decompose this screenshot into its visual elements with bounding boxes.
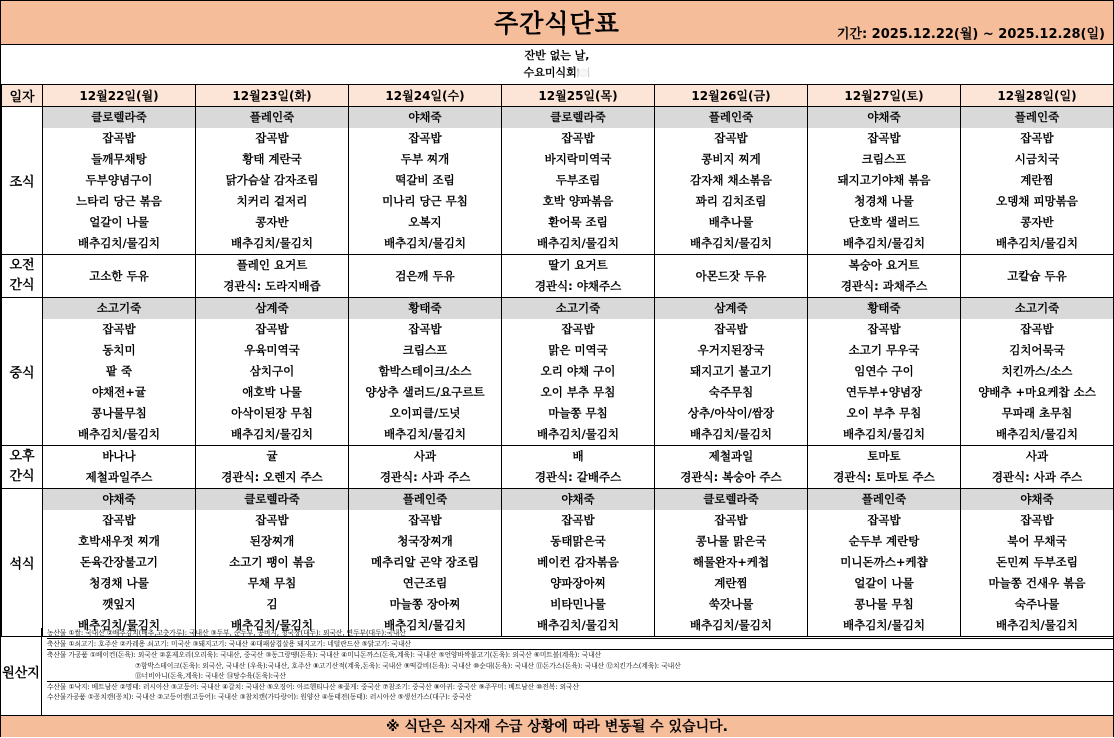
menu-item: 배추김치/물김치 — [78, 236, 160, 250]
menu-item: 우육미역국 — [244, 343, 300, 357]
menu-item: 단호박 샐러드 — [848, 215, 920, 229]
lunch-cell — [808, 298, 961, 446]
porridge-type: 플레인죽 — [808, 489, 960, 510]
menu-item: 배추김치/물김치 — [843, 618, 925, 632]
dinner-row — [2, 489, 1114, 637]
pm-snack-cell — [43, 446, 196, 489]
lunch-cell — [961, 298, 1114, 446]
porridge-type: 소고기죽 — [502, 298, 654, 319]
menu-item: 마늘쫑 장아찌 — [389, 597, 461, 611]
menu-item: 크림스프 — [861, 152, 907, 166]
menu-item: 무채 무침 — [247, 576, 297, 590]
am-snack-cell — [808, 255, 961, 298]
menu-item: 무파래 초무침 — [1001, 406, 1073, 420]
menu-item: 김치어묵국 — [1009, 343, 1065, 357]
menu-item: 귤 — [266, 449, 278, 463]
breakfast-cell — [502, 107, 655, 255]
porridge-type: 플레인죽 — [655, 107, 807, 128]
menu-item: 두부조림 — [555, 173, 601, 187]
menu-item: 계란찜 — [1020, 173, 1054, 187]
menu-item: 사과 — [413, 449, 437, 463]
lunch-cell — [349, 298, 502, 446]
menu-item: 배추김치/물김치 — [996, 236, 1078, 250]
porridge-type: 플레인죽 — [349, 489, 501, 510]
menu-item: 소고기 무우국 — [848, 343, 920, 357]
breakfast-cell — [349, 107, 502, 255]
breakfast-row — [2, 107, 1114, 255]
dinner-cell — [502, 489, 655, 637]
menu-item: 시금치국 — [1014, 152, 1060, 166]
porridge-type: 플레인죽 — [961, 107, 1113, 128]
menu-item: 잡곡밥 — [408, 513, 442, 527]
menu-item: 미나리 당근 무침 — [382, 194, 468, 208]
menu-item: 잡곡밥 — [255, 322, 289, 336]
porridge-type: 소고기죽 — [43, 298, 195, 319]
pm-snack-label-2: 간식 — [9, 469, 35, 484]
day-header: 12월24일(수) — [349, 85, 502, 107]
dinner-cell — [655, 489, 808, 637]
menu-item: 양배추 +마요케찹 소스 — [978, 385, 1096, 399]
menu-item: 경관식: 복숭아 주스 — [680, 470, 782, 484]
menu-item: 콩나물 맑은국 — [695, 534, 767, 548]
menu-item: 삼치구이 — [249, 364, 295, 378]
page-title: 주간식단표 — [494, 9, 620, 38]
menu-item: 잡곡밥 — [255, 513, 289, 527]
menu-item: 쑥갓나물 — [708, 597, 754, 611]
menu-item: 함박스테이크/소스 — [378, 364, 472, 378]
menu-item: 마늘쫑 건새우 볶음 — [988, 576, 1086, 590]
menu-item: 애호박 나물 — [242, 385, 302, 399]
origin-line: 수산물가공품 ①꽁치캔(꽁치): 국내산 ②고등어캔(고등어): 국내산 ③참치캔(가다랑어): 원양산 ④동태전(동태): 러시아산 ⑤생선가스(대구): 중국산 — [47, 693, 472, 702]
menu-item: 배추김치/물김치 — [690, 236, 772, 250]
menu-item: 콩자반 — [255, 215, 289, 229]
menu-item: 순두부 계란탕 — [848, 534, 920, 548]
menu-item: 북어 무채국 — [1007, 534, 1067, 548]
porridge-type: 야채죽 — [961, 489, 1113, 510]
menu-item: 잡곡밥 — [408, 131, 442, 145]
menu-item: 오이 부추 무침 — [540, 385, 616, 399]
menu-item: 두부양념구이 — [85, 173, 153, 187]
menu-item: 임연수 구이 — [854, 364, 914, 378]
menu-item: 경관식: 갈배주스 — [534, 470, 622, 484]
menu-item: 얼갈이 나물 — [854, 576, 914, 590]
menu-item: 돼지고기야채 볶음 — [837, 173, 931, 187]
menu-item: 잡곡밥 — [561, 322, 595, 336]
menu-item: 동태맑은국 — [550, 534, 606, 548]
porridge-type: 황태죽 — [808, 298, 960, 319]
menu-table — [1, 84, 1114, 637]
day-header: 12월28일(일) — [961, 85, 1114, 107]
lunch-cell — [502, 298, 655, 446]
menu-item: 경관식: 야채주스 — [534, 279, 622, 293]
footer-notice: ※ 식단은 식자재 수급 상황에 따라 변동될 수 있습니다. — [1, 715, 1113, 737]
menu-item: 상추/아삭이/쌈장 — [687, 406, 775, 420]
origin-line: 수산물 ①낙지: 베트남산 ②명태: 러시아산 ③고등어: 국내산 ④갈치: 국내산 ⑤오징어: 아르헨티나산 ⑥꽃게: 중국산 ⑦참조기: 중국산 ⑧아귀: 중국산 ⑨주꾸미: 베트남산 ⑩전복: 외국산 — [47, 681, 1113, 692]
day-header: 12월22일(월) — [43, 85, 196, 107]
dinner-cell — [808, 489, 961, 637]
menu-item: 잡곡밥 — [867, 513, 901, 527]
menu-item: 양파장아찌 — [550, 576, 606, 590]
menu-item: 잡곡밥 — [102, 322, 136, 336]
menu-item: 플레인 요거트 — [236, 258, 308, 272]
breakfast-cell — [961, 107, 1114, 255]
am-snack-cell — [43, 255, 196, 298]
lunch-cell — [655, 298, 808, 446]
pm-snack-cell — [808, 446, 961, 489]
menu-item: 팥 죽 — [105, 364, 133, 378]
menu-item: 오뎅채 피망볶음 — [996, 194, 1078, 208]
menu-item: 잡곡밥 — [867, 322, 901, 336]
origin-label: 원산지 — [1, 628, 42, 715]
menu-item: 호박 양파볶음 — [542, 194, 614, 208]
menu-item: 제철과일 — [708, 449, 754, 463]
porridge-type: 삼계죽 — [196, 298, 348, 319]
menu-item: 경관식: 사과 주스 — [379, 470, 471, 484]
menu-item: 감자채 채소볶음 — [690, 173, 772, 187]
menu-item: 경관식: 과채주스 — [840, 279, 928, 293]
menu-item: 배추김치/물김치 — [384, 618, 466, 632]
menu-item: 바나나 — [102, 449, 136, 463]
menu-item: 딸기 요거트 — [548, 258, 608, 272]
dinner-label: 석식 — [2, 489, 43, 637]
porridge-type: 야채죽 — [43, 489, 195, 510]
porridge-type: 클로렐라죽 — [655, 489, 807, 510]
breakfast-cell — [808, 107, 961, 255]
menu-item: 비타민나물 — [550, 597, 606, 611]
origin-line: ⑦함박스테이크(돈육): 외국산, 국내산 (우육):국내산, 호주산 ⑧고기산적(계육,돈육): 국내산 ⑨떡갈비(돈육): 국내산 ⑩순대(돈육): 국내산 ⑪돈가스(돈육): 국내산 ⑫치킨가스(계육): 국내산 — [135, 661, 681, 670]
period-label: 기간: 2025.12.22(월) ~ 2025.12.28(일) — [836, 27, 1105, 42]
menu-item: 경관식: 도라지배즙 — [223, 279, 321, 293]
menu-item: 청경채 나물 — [854, 194, 914, 208]
lunch-label: 중식 — [2, 298, 43, 446]
menu-item: 배추김치/물김치 — [231, 236, 313, 250]
menu-item: 두부 찌개 — [400, 152, 450, 166]
menu-item: 배 — [572, 449, 584, 463]
menu-item: 잡곡밥 — [1020, 322, 1054, 336]
menu-item: 들깨무채탕 — [91, 152, 147, 166]
menu-item: 돼지고기 불고기 — [690, 364, 772, 378]
menu-item: 배추김치/물김치 — [537, 618, 619, 632]
menu-item: 잡곡밥 — [102, 131, 136, 145]
am-snack-cell — [196, 255, 349, 298]
menu-item: 경관식: 토마토 주스 — [833, 470, 935, 484]
note — [1, 47, 1113, 81]
menu-item: 콩나물 무침 — [854, 597, 914, 611]
origin-line: 축산물 ①쇠고기: 호주산 ②카레용 쇠고기: 미국산 ③돼지고기: 국내산 ④대패삼겹살용 돼지고기: 네덜란드산 ⑤닭고기: 국내산 — [47, 638, 1113, 649]
porridge-type: 소고기죽 — [961, 298, 1113, 319]
menu-item: 오이 부추 무침 — [846, 406, 922, 420]
origin-line: ⑬너비아니(돈육,계육): 국내산 ⑭탕수육(돈육):국산 — [135, 671, 286, 680]
menu-item: 크림스프 — [402, 343, 448, 357]
menu-item: 야채전+귤 — [91, 385, 147, 399]
menu-item: 베이컨 감자볶음 — [537, 555, 619, 569]
menu-item: 배추김치/물김치 — [996, 618, 1078, 632]
menu-item: 치킨까스/소스 — [1001, 364, 1073, 378]
menu-item: 잡곡밥 — [561, 131, 595, 145]
menu-item: 오리 야채 구이 — [540, 364, 616, 378]
menu-item: 느타리 당근 볶음 — [76, 194, 162, 208]
menu-item: 맑은 미역국 — [548, 343, 608, 357]
menu-item: 배추김치/물김치 — [843, 427, 925, 441]
menu-item: 잡곡밥 — [714, 131, 748, 145]
dinner-cell — [349, 489, 502, 637]
menu-item: 잡곡밥 — [1020, 131, 1054, 145]
menu-item: 황태 계란국 — [242, 152, 302, 166]
porridge-type: 야채죽 — [502, 489, 654, 510]
am-snack-cell — [961, 255, 1114, 298]
origin-line: 농산물 ①쌀: 국내산 ②배추김치(배추,고춧가루): 국내산 ③두부, 순두부, 콩비지, 청국장(대두): 외국산, 연두부(대두):국내산 — [47, 629, 406, 637]
menu-item: 잡곡밥 — [255, 131, 289, 145]
menu-item: 잡곡밥 — [867, 131, 901, 145]
menu-item: 연두부+양념장 — [845, 385, 923, 399]
menu-item: 닭가슴살 감자조림 — [225, 173, 319, 187]
pm-snack-label — [2, 446, 43, 489]
dinner-cell — [43, 489, 196, 637]
am-snack-cell — [502, 255, 655, 298]
breakfast-cell — [196, 107, 349, 255]
day-header: 12월27일(토) — [808, 85, 961, 107]
menu-item: 호박새우젓 찌개 — [78, 534, 160, 548]
pm-snack-cell — [961, 446, 1114, 489]
menu-item: 잡곡밥 — [714, 322, 748, 336]
menu-item: 해물완자+케첩 — [692, 555, 770, 569]
pm-snack-cell — [196, 446, 349, 489]
menu-item: 김 — [266, 597, 278, 611]
menu-item: 배추김치/물김치 — [690, 427, 772, 441]
menu-item: 배추김치/물김치 — [78, 427, 160, 441]
menu-item: 콩자반 — [1020, 215, 1054, 229]
menu-item: 돈육간장불고기 — [80, 555, 158, 569]
menu-item: 배추김치/물김치 — [537, 236, 619, 250]
pm-snack-cell — [655, 446, 808, 489]
am-snack-label — [2, 255, 43, 298]
menu-item: 숙주나물 — [1014, 597, 1060, 611]
breakfast-label: 조식 — [2, 107, 43, 255]
pm-snack-row — [2, 446, 1114, 489]
menu-item: 오이피클/도넛 — [389, 406, 461, 420]
origin-info — [42, 628, 1113, 715]
menu-item: 양상추 샐러드/요구르트 — [365, 385, 485, 399]
date-header-row — [2, 85, 1114, 107]
menu-item: 배추김치/물김치 — [843, 236, 925, 250]
menu-item: 경관식: 사과 주스 — [991, 470, 1083, 484]
menu-item: 아삭이된장 무침 — [231, 406, 313, 420]
porridge-type: 클로렐라죽 — [43, 107, 195, 128]
menu-item: 배추김치/물김치 — [78, 618, 160, 632]
menu-item: 배추김치/물김치 — [384, 236, 466, 250]
am-snack-label-2: 간식 — [9, 278, 35, 293]
menu-item: 돈민찌 두부조림 — [996, 555, 1078, 569]
menu-item: 배추김치/물김치 — [231, 618, 313, 632]
menu-item: 콩비지 찌게 — [701, 152, 761, 166]
menu-item: 연근조림 — [402, 576, 448, 590]
menu-item: 잡곡밥 — [1020, 513, 1054, 527]
menu-item: 숙주무침 — [708, 385, 754, 399]
porridge-type: 황태죽 — [349, 298, 501, 319]
breakfast-cell — [43, 107, 196, 255]
menu-item: 메추리알 곤약 장조림 — [371, 555, 479, 569]
menu-item: 미니돈까스+케챱 — [840, 555, 928, 569]
dinner-cell — [961, 489, 1114, 637]
porridge-type: 플레인죽 — [196, 107, 348, 128]
menu-item: 잡곡밥 — [102, 513, 136, 527]
menu-item: 치커리 겉저리 — [236, 194, 308, 208]
menu-item: 된장찌개 — [249, 534, 295, 548]
menu-item: 오복지 — [408, 215, 442, 229]
menu-item: 동치미 — [102, 343, 136, 357]
menu-item: 청국장찌개 — [397, 534, 453, 548]
origin-line: 축산물 가공품 ①베이컨(돈육): 외국산 ②훈제오리(오리육): 국내산, 중국산 ③동그랑땡(돈육): 국내산 ④미니돈까스(돈육,계육): 국내산 ⑤언양바싹불고기(돈육): 외국산 ⑥미트볼(계육): 국내산 — [47, 649, 1113, 660]
menu-item: 사과 — [1025, 449, 1049, 463]
lunch-cell — [196, 298, 349, 446]
menu-item: 고칼슘 두유 — [1007, 268, 1067, 283]
menu-item: 배추김치/물김치 — [537, 427, 619, 441]
breakfast-cell — [655, 107, 808, 255]
menu-item: 소고기 팽이 볶음 — [229, 555, 315, 569]
menu-item: 깻잎지 — [102, 597, 136, 611]
menu-item: 바지락미역국 — [544, 152, 612, 166]
menu-item: 마늘쫑 무침 — [548, 406, 608, 420]
menu-item: 잡곡밥 — [561, 513, 595, 527]
menu-item: 복숭아 요거트 — [848, 258, 920, 272]
pm-snack-label-1: 오후 — [9, 449, 35, 464]
menu-item: 콩나물무침 — [91, 406, 147, 420]
day-header: 12월25일(목) — [502, 85, 655, 107]
menu-item: 배추김치/물김치 — [996, 427, 1078, 441]
porridge-type: 삼계죽 — [655, 298, 807, 319]
menu-item: 얼갈이 나물 — [89, 215, 149, 229]
porridge-type: 클로렐라죽 — [502, 107, 654, 128]
menu-item: 잡곡밥 — [714, 513, 748, 527]
menu-item: 배추나물 — [708, 215, 754, 229]
pm-snack-cell — [349, 446, 502, 489]
porridge-type: 클로렐라죽 — [196, 489, 348, 510]
date-header-label: 일자 — [2, 85, 43, 107]
menu-item: 고소한 두유 — [89, 268, 149, 283]
lunch-cell — [43, 298, 196, 446]
menu-item: 검은깨 두유 — [395, 268, 455, 283]
menu-item: 환어묵 조림 — [548, 215, 608, 229]
menu-item: 계란찜 — [714, 576, 748, 590]
menu-item: 청경채 나물 — [89, 576, 149, 590]
menu-item: 아몬드잣 두유 — [695, 268, 767, 283]
am-snack-label-1: 오전 — [9, 258, 35, 273]
pm-snack-cell — [502, 446, 655, 489]
lunch-row — [2, 298, 1114, 446]
porridge-type: 야채죽 — [349, 107, 501, 128]
menu-item: 꽈리 김치조림 — [695, 194, 767, 208]
menu-item: 배추김치/물김치 — [231, 427, 313, 441]
am-snack-cell — [349, 255, 502, 298]
menu-item: 떡갈비 조림 — [395, 173, 455, 187]
am-snack-cell — [655, 255, 808, 298]
day-header: 12월26일(금) — [655, 85, 808, 107]
menu-item: 잡곡밥 — [408, 322, 442, 336]
am-snack-row — [2, 255, 1114, 298]
menu-item: 경관식: 오렌지 주스 — [221, 470, 323, 484]
note-line: 잔반 없는 날, — [524, 49, 590, 62]
menu-item: 우거지된장국 — [697, 343, 765, 357]
dinner-cell — [196, 489, 349, 637]
porridge-type: 야채죽 — [808, 107, 960, 128]
day-header: 12월23일(화) — [196, 85, 349, 107]
menu-item: 제철과일주스 — [85, 470, 153, 484]
menu-item: 배추김치/물김치 — [384, 427, 466, 441]
title-bar — [1, 1, 1113, 45]
menu-item: 토마토 — [867, 449, 901, 463]
menu-item: 배추김치/물김치 — [690, 618, 772, 632]
note-line: 수요미식회🍽️ — [523, 66, 591, 79]
